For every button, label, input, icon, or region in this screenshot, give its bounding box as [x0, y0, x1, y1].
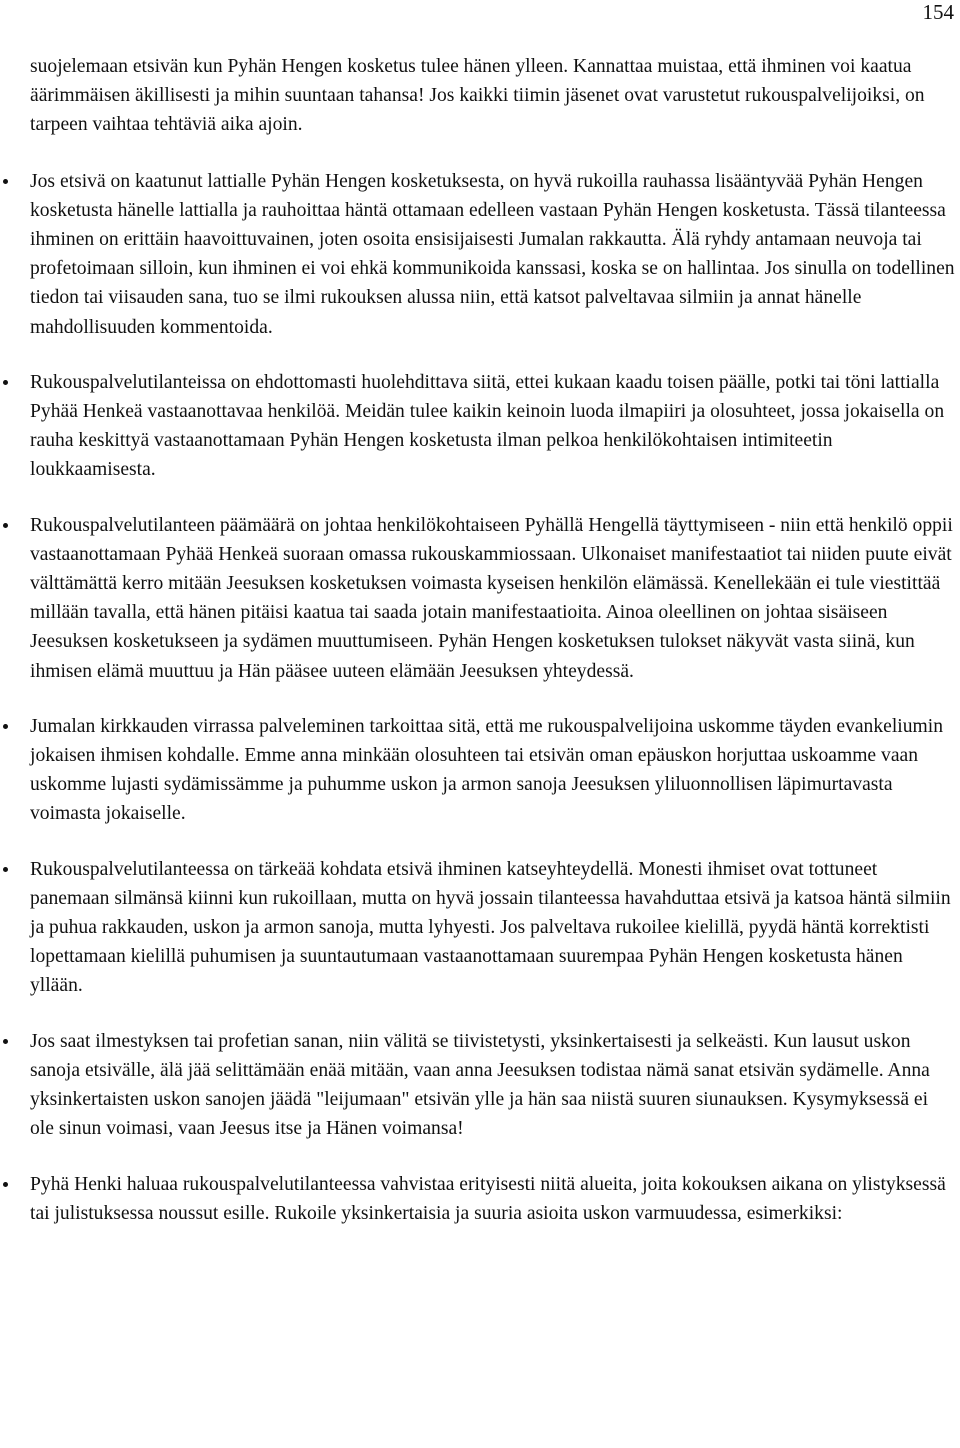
document-body: [30, 52, 955, 1228]
bullet-text: Jumalan kirkkauden virrassa palveleminen tarkoittaa sitä, että me rukouspalvelijoina uskomme täyden evankeliumin jokaisen ihmisen kohdalle. Emme anna minkään olosuhteen tai etsivän oman epäuskon horjuttaa uskoamme vaan uskomme lujasti sydämissämme ja puhumme uskon ja armon sanoja Jeesuksen yliluonnollisen läpimurtavasta voimasta jokaiselle.: [30, 715, 944, 825]
intro-paragraph: suojelemaan etsivän kun Pyhän Hengen kosketus tulee hänen ylleen. Kannattaa muistaa, että ihminen voi kaatua äärimmäisen äkillisesti ja mihin suuntaan tahansa! Jos kaikki tiimin jäsenet ovat varustetut rukouspalvelijoiksi, on tarpeen vaihtaa tehtäviä aika ajoin.: [30, 56, 925, 136]
bullet-text: Rukouspalvelutilanteissa on ehdottomasti huolehdittava siitä, ettei kukaan kaadu toisen päälle, potki tai töni lattialla Pyhää Henkeä vastaanottavaa henkilöä. Meidän tulee kaikin keinoin luoda ilmapiiri ja olosuhteet, jossa jokaisella on rauha keskittyä vastaanottamaan Pyhän Hengen kosketusta ilman pelkoa henkilökohtaisen intimiteetin loukkaamisesta.: [30, 371, 945, 481]
bullet-item: [30, 167, 955, 342]
bullet-icon: [3, 523, 8, 528]
bullet-icon: [3, 179, 8, 184]
bullet-text: Rukouspalvelutilanteen päämäärä on johtaa henkilökohtaiseen Pyhällä Hengellä täyttymiseen - niin että henkilö oppii vastaanottamaan Pyhää Henkeä suoraan omassa rukouskammiossaan. Ulkonaiset manifestaatiot tai niiden puute eivät välttämättä kerro mitään Jeesuksen kosketuksen voimasta kyseisen henkilön elämässä. Kenellekään ei tule viestittää millään tavalla, että hänen pitäisi kaatua tai saada jotain manifestaatioita. Ainoa oleellinen on johtaa sisäiseen Jeesuksen kosketukseen ja sydämen muuttumiseen. Pyhän Hengen kosketuksen tulokset näkyvät vasta siinä, kun ihmisen elämä muuttuu ja Hän pääsee uuteen elämään Jeesuksen yhteydessä.: [30, 514, 953, 682]
bullet-item: [30, 368, 955, 485]
bullet-icon: [3, 1182, 8, 1187]
bullet-icon: [3, 724, 8, 729]
bullet-item: [30, 712, 955, 829]
bullet-item: [30, 855, 955, 1001]
bullet-item: [30, 511, 955, 686]
bullet-text: Jos saat ilmestyksen tai profetian sanan, niin välitä se tiivistetysti, yksinkertaisesti ja selkeästi. Kun lausut uskon sanoja etsivälle, älä jää selittämään enää mitään, vaan anna Jeesuksen todistaa nämä sanat etsivän sydämelle. Anna yksinkertaisten uskon sanojen jäädä "leijumaan" etsivän ylle ja hän saa niistä suuren siunauksen. Kysymyksessä ei ole sinun voimasi, vaan Jeesus itse ja Hänen voimansa!: [30, 1030, 930, 1140]
bullet-item: [30, 1027, 955, 1144]
bullet-text: Rukouspalvelutilanteessa on tärkeää kohdata etsivä ihminen katseyhteydellä. Monesti ihmiset ovat tottuneet panemaan silmänsä kiinni kun rukoillaan, mutta on hyvä jossain tilanteessa havahduttaa etsivä ja katsoa häntä silmiin ja puhua rakkauden, uskon ja armon sanoja, mutta lyhyesti. Jos palveltava rukoilee kielillä, pyydä häntä korrektisti lopettamaan kielillä puhumisen ja suuntautumaan vastaanottamaan suurempaa Pyhän Hengen kosketusta hänen yllään.: [30, 858, 951, 997]
bullet-icon: [3, 380, 8, 385]
bullet-icon: [3, 867, 8, 872]
bullet-text: Pyhä Henki haluaa rukouspalvelutilanteessa vahvistaa erityisesti niitä alueita, joita kokouksen aikana on ylistyksessä tai julistuksessa noussut esille. Rukoile yksinkertaisia ja suuria asioita uskon varmuudessa, esimerkiksi:: [30, 1173, 946, 1224]
bullet-list: [30, 167, 955, 1228]
bullet-icon: [3, 1039, 8, 1044]
bullet-text: Jos etsivä on kaatunut lattialle Pyhän Hengen kosketuksesta, on hyvä rukoilla rauhassa lisääntyvää Pyhän Hengen kosketusta hänelle lattialla ja rauhoittaa häntä ottamaan edelleen vastaan Pyhän Hengen kosketusta. Tässä tilanteessa ihminen on erittäin haavoittuvainen, joten osoita ensisijaisesti Jumalan rakkautta. Älä ryhdy antamaan neuvoja tai profetoimaan silloin, kun ihminen ei voi ehkä kommunikoida kanssasi, koska se on hallintaa. Jos sinulla on todellinen tiedon tai viisauden sana, tuo se ilmi rukouksen alussa niin, että katsot palveltavaa silmiin ja annat hänelle mahdollisuuden kommentoida.: [30, 170, 955, 338]
page-number: 154: [922, 0, 954, 24]
bullet-item: [30, 1170, 955, 1228]
